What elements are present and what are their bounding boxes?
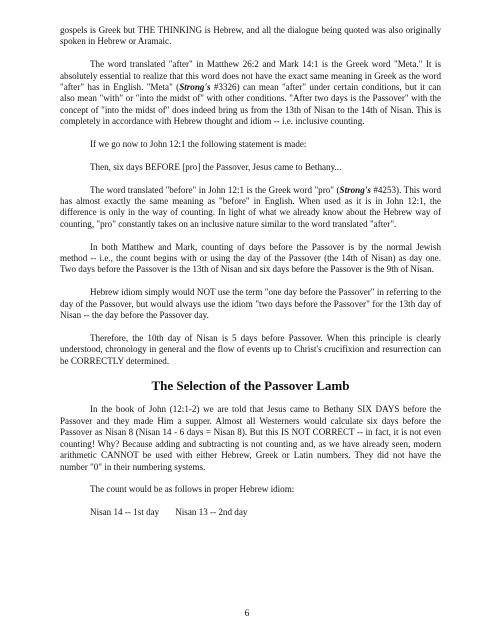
- paragraph-hebrew-idiom: Hebrew idiom simply would NOT use the term "one day before the Passover" in referring to the day of the Passover, but would always use the idiom "two days before the Passover" for the 13th day of Nisan -- the day before the Passover day.: [60, 287, 441, 321]
- paragraph-six-days: In the book of John (12:1-2) we are told that Jesus came to Bethany SIX DAYS before the Passover and they made Him a supper. Almost all Westerners would calculate six days before the Passover as Nisan 8 (Nisan 14 - 6 days = Nisan 8). But this IS NOT CORRECT -- in fact, it is not even counting! Why? Because adding and subtracting is not counting and, as we have already seen, modern arithmetic CANNOT be used with either Hebrew, Greek or Latin numbers. They did not have the number "0" in their numbering systems.: [60, 404, 441, 472]
- paragraph-john-quote: Then, six days BEFORE [pro] the Passover, Jesus came to Bethany...: [90, 161, 342, 172]
- paragraph-meta-word: [60, 59, 441, 127]
- paragraph-pro-text-b: #4253). This word has almost exactly the same meaning as "before" in English. When used as it is in John 12:1, the difference is only in the way of counting. In light of what we already know about the Hebrew way of counting, "pro" constantly takes on an inclusive nature similar to the word translated "after".: [60, 184, 441, 229]
- paragraph-tenth-day: Therefore, the 10th day of Nisan is 5 days before Passover. When this principle is clearly understood, chronology in general and the flow of events up to Christ's crucifixion and resurrection can be CORRECTLY determined.: [60, 332, 441, 366]
- paragraph-john-intro: If we go now to John 12:1 the following statement is made:: [90, 139, 307, 150]
- paragraph-pro-word: [60, 185, 441, 231]
- section-heading: The Selection of the Passover Lamb: [151, 378, 350, 394]
- paragraph-meta-text-b: #3326) can mean "after" under certain conditions, but it can also mean "with" or "into the midst of" with other conditions. "After two days is the Passover" with the concept of "into the midst of" does indeed bring us from the 13th of Nisan to the 14th of Nisan. This is completely in accordance with Hebrew thought and idiom -- i.e. inclusive counting.: [60, 82, 441, 127]
- page-number: 6: [244, 609, 250, 619]
- count-item-1: Nisan 14 -- 1st day: [90, 507, 160, 518]
- paragraph-pro-text-a: The word translated "before" in John 12:1 is the Greek word "pro" (: [90, 184, 340, 195]
- strongs-reference: Strong's: [179, 82, 211, 93]
- paragraph-meta-text-a: The word translated "after" in Matthew 26:2 and Mark 14:1 is the Greek word "Meta." It is absolutely essential to realize that this word does not have the exact same meaning in Greek as the word "after" has in English. "Meta" (: [60, 59, 441, 93]
- body-text: [60, 25, 441, 519]
- strongs-reference: Strong's: [339, 184, 371, 195]
- count-item-2: Nisan 13 -- 2nd day: [175, 507, 248, 518]
- paragraph-count-intro: The count would be as follows in proper Hebrew idiom:: [90, 484, 295, 495]
- paragraph-matthew-mark: In both Matthew and Mark, counting of days before the Passover is by the normal Jewish method -- i.e., the count begins with or using the day of the Passover (the 14th of Nisan) as day one. Two days before the Passover is the 13th of Nisan and six days before the Passover is the 9th of Nisan.: [60, 241, 441, 275]
- paragraph-gospels-greek: gospels is Greek but THE THINKING is Hebrew, and all the dialogue being quoted was also originally spoken in Hebrew or Aramaic.: [60, 25, 441, 47]
- count-list: [60, 507, 441, 518]
